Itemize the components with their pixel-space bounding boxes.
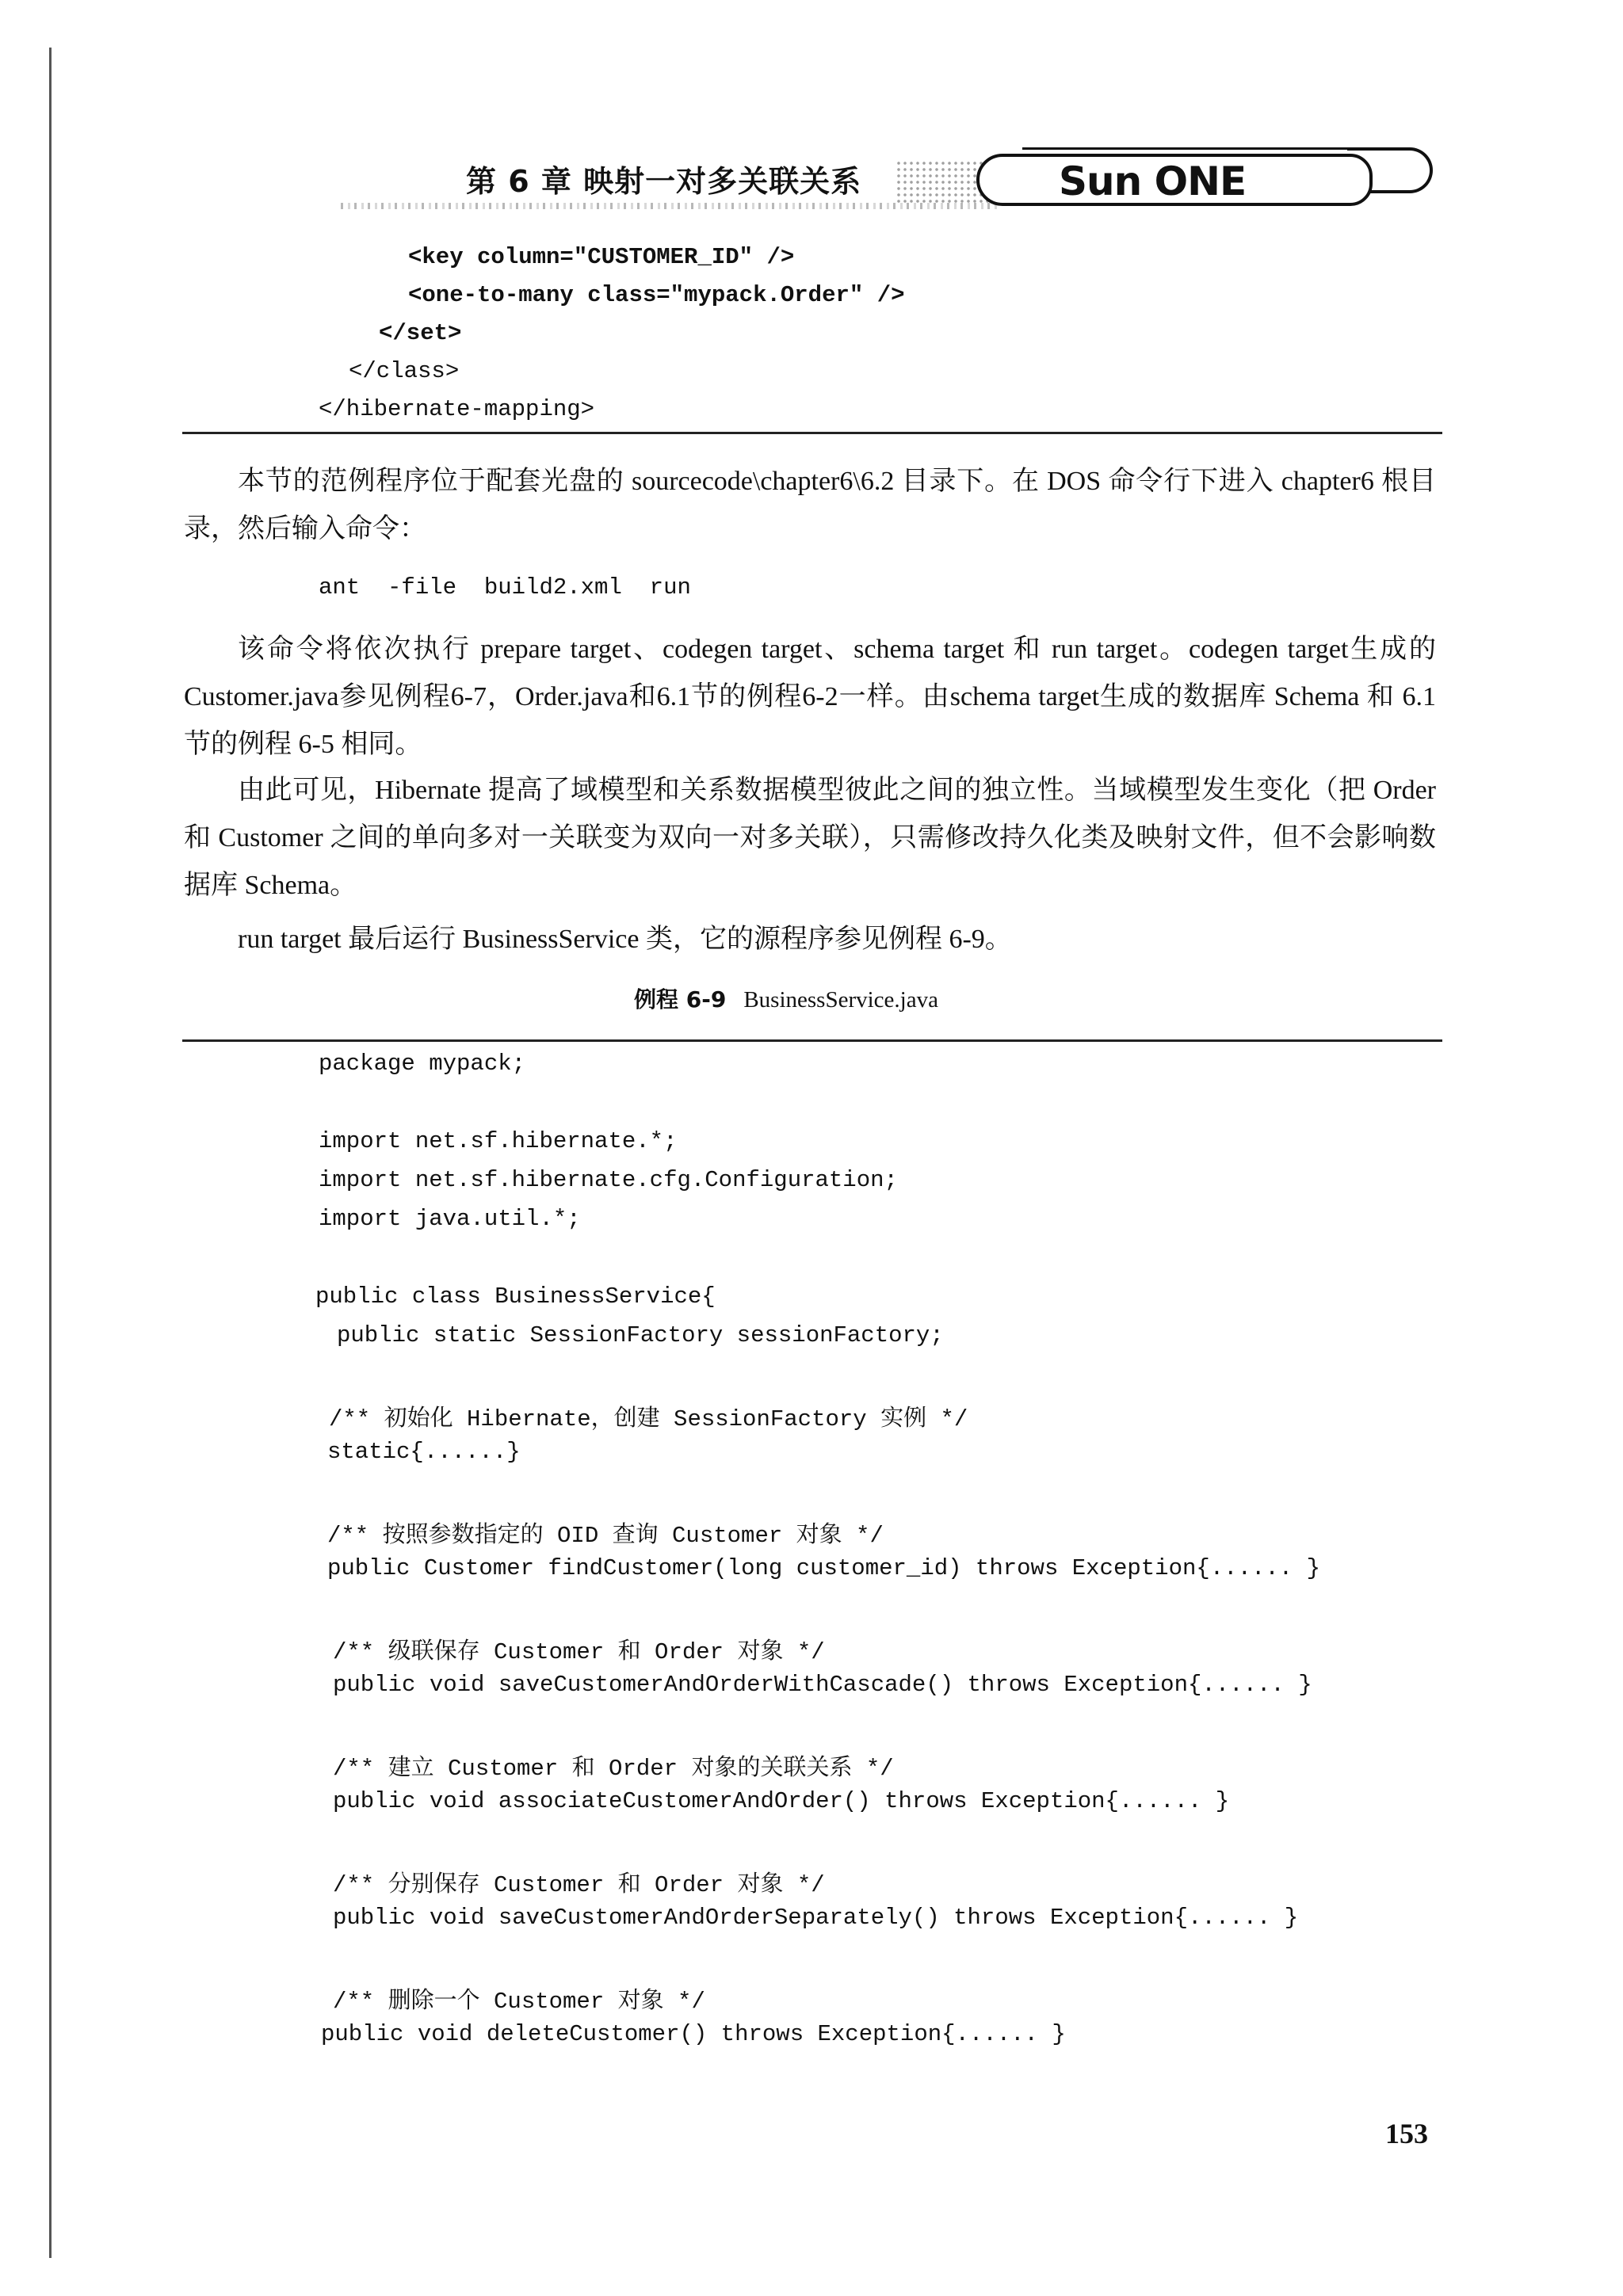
code-comment: /** 删除一个 Customer 对象 */ xyxy=(333,1989,705,2015)
code-comment: /** 分别保存 Customer 和 Order 对象 */ xyxy=(333,1872,825,1898)
code-line: import java.util.*; xyxy=(319,1206,581,1232)
page-margin-line xyxy=(49,48,52,2258)
code-line: public void deleteCustomer() throws Exception{...... } xyxy=(321,2021,1066,2047)
code-line: public static SessionFactory sessionFactory; xyxy=(337,1322,944,1348)
code-line: static{......} xyxy=(327,1439,521,1465)
code-comment: /** 级联保存 Customer 和 Order 对象 */ xyxy=(333,1639,825,1665)
paragraph-3: 由此可见，Hibernate 提高了域模型和关系数据模型彼此之间的独立性。当域模型发生变化（把 Order 和 Customer 之间的单向多对一关联变为双向一对多关联），只需修改持久化类及映射文件，但不会影响数据库 Schema。 xyxy=(184,776,1436,900)
code-comment: /** 按照参数指定的 OID 查询 Customer 对象 */ xyxy=(327,1523,884,1549)
code-line: public Customer findCustomer(long customer_id) throws Exception{...... } xyxy=(327,1555,1321,1581)
page-number: 153 xyxy=(1385,2118,1428,2149)
code-line: </hibernate-mapping> xyxy=(319,396,595,422)
paragraph-1: 本节的范例程序位于配套光盘的 sourcecode\chapter6\6.2 目录下。在 DOS 命令行下进入 chapter6 根目录，然后输入命令： xyxy=(184,467,1436,543)
code-line: </set> xyxy=(379,320,462,346)
paragraph-4: run target 最后运行 BusinessService 类，它的源程序参见例程 6-9。 xyxy=(238,925,1012,954)
sun-one-logo xyxy=(976,154,1373,206)
caption-label: 例程 6-9 xyxy=(634,986,727,1013)
code-line: public void associateCustomerAndOrder() throws Exception{...... } xyxy=(333,1788,1230,1814)
listing-caption xyxy=(634,982,938,1014)
code-line: public void saveCustomerAndOrderSeparately() throws Exception{...... } xyxy=(333,1905,1299,1931)
code-line: import net.sf.hibernate.cfg.Configuration; xyxy=(319,1167,898,1193)
listing-top-rule xyxy=(182,1039,1442,1042)
code-line: <key column="CUSTOMER_ID" /> xyxy=(408,244,795,270)
paragraph-2: 该命令将依次执行 prepare target、codegen target、schema target 和 run target。codegen target生成的Customer.java参见例程6-7，Order.java和6.1节的例程6-2一样。由schema target生成的数据库 Schema 和 6.1 节的例程 6-5 相同。 xyxy=(184,635,1436,759)
code-line: </class> xyxy=(349,358,460,384)
code-line: public class BusinessService{ xyxy=(315,1283,716,1310)
code-line: public void saveCustomerAndOrderWithCascade() throws Exception{...... } xyxy=(333,1672,1312,1698)
caption-filename: BusinessService.java xyxy=(743,987,938,1013)
chapter-title: 第 6 章 映射一对多关联关系 xyxy=(466,164,862,199)
page-header xyxy=(0,143,1623,230)
code-comment: /** 初始化 Hibernate，创建 SessionFactory 实例 */ xyxy=(329,1406,968,1432)
code-line: import net.sf.hibernate.*; xyxy=(319,1128,678,1154)
command-line: ant -file build2.xml run xyxy=(319,574,691,601)
code-line: <one-to-many class="mypack.Order" /> xyxy=(408,282,905,308)
code-line: package mypack; xyxy=(319,1051,526,1077)
code-comment: /** 建立 Customer 和 Order 对象的关联关系 */ xyxy=(333,1756,894,1782)
code-end-rule xyxy=(182,432,1442,434)
sun-one-logo-text: Sun ONE xyxy=(1059,158,1247,204)
